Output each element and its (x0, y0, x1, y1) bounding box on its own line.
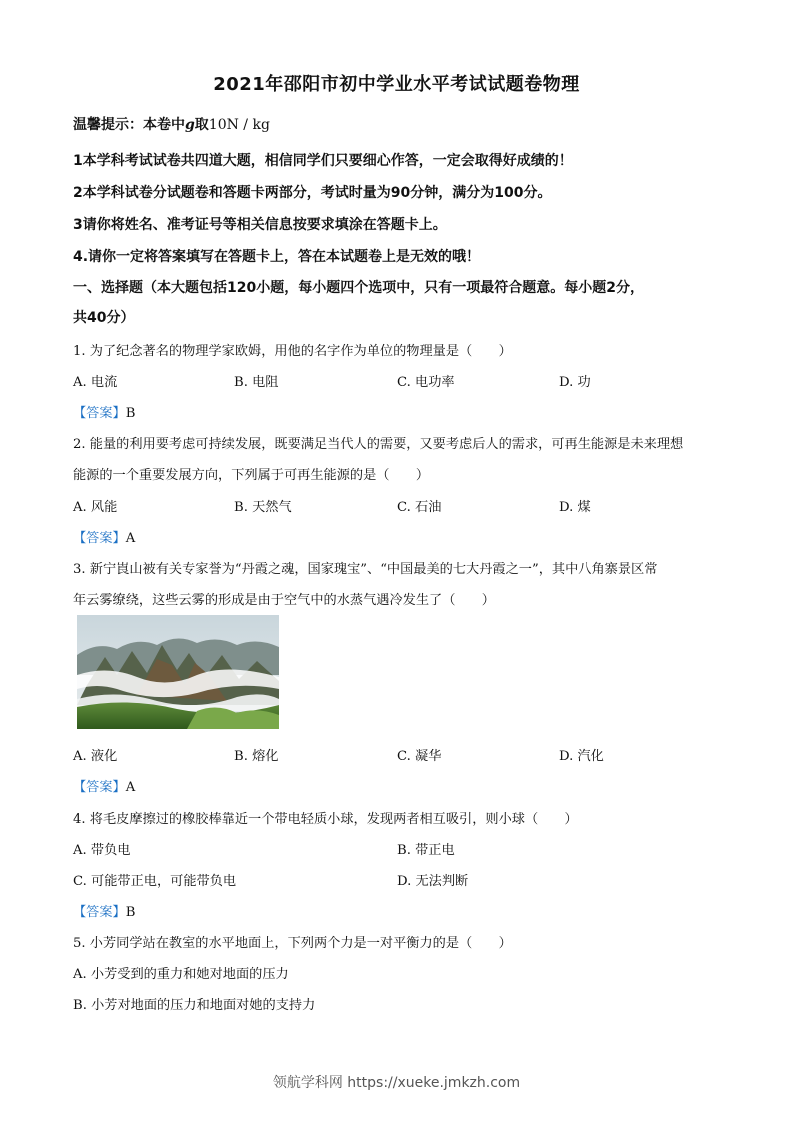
q5-option-a: A. 小芳受到的重力和她对地面的压力 (73, 967, 289, 982)
question-3-stem-line2: 年云雾缭绕，这些云雾的形成是由于空气中的水蒸气遇冷发生了（ ） (73, 593, 495, 608)
q2-option-a: A. 风能 (73, 500, 118, 515)
q3-answer (73, 776, 135, 795)
exam-tip (73, 114, 270, 134)
q1-answer-value: B (125, 406, 136, 421)
section-heading-line1: 一、选择题（本大题包括120小题，每小题四个选项中，只有一项最符合题意。每小题2分， (73, 280, 644, 296)
tip-g-symbol: g (185, 117, 195, 133)
q3-option-d: D. 汽化 (559, 749, 604, 764)
question-2-stem-line1: 2. 能量的利用要考虑可持续发展，既要满足当代人的需要，又要考虑后人的需求，可再生能源是未来理想 (73, 437, 684, 452)
q4-option-b: B. 带正电 (397, 843, 455, 858)
question-4-stem: 4. 将毛皮摩擦过的橡胶棒靠近一个带电轻质小球，发现两者相互吸引，则小球（ ） (73, 812, 578, 827)
question-5-stem: 5. 小芳同学站在教室的水平地面上，下列两个力是一对平衡力的是（ ） (73, 936, 512, 951)
q4-option-c: C. 可能带正电，可能带负电 (73, 874, 237, 889)
tip-unit: 10N / kg (208, 117, 270, 133)
danxia-mountain-photo (77, 615, 279, 729)
q4-option-d: D. 无法判断 (397, 874, 469, 889)
q2-option-b: B. 天然气 (234, 500, 292, 515)
question-1-stem: 1. 为了纪念著名的物理学家欧姆，用他的名字作为单位的物理量是（ ） (73, 344, 512, 359)
q2-answer (73, 527, 135, 546)
q2-option-c: C. 石油 (397, 500, 442, 515)
answer-tag: 【答案】 (73, 531, 126, 546)
tip-mid: 取 (194, 117, 209, 133)
q4-answer-value: B (125, 905, 136, 920)
q5-option-b: B. 小芳对地面的压力和地面对她的支持力 (73, 998, 316, 1013)
answer-tag: 【答案】 (73, 905, 126, 920)
note-1: 1本学科考试试卷共四道大题，相信同学们只要细心作答，一定会取得好成绩的！ (73, 153, 573, 169)
question-2-stem-line2: 能源的一个重要发展方向，下列属于可再生能源的是（ ） (73, 468, 430, 483)
q3-option-a: A. 液化 (73, 749, 118, 764)
q4-answer (73, 901, 135, 920)
note-4: 4.请你一定将答案填写在答题卡上，答在本试题卷上是无效的哦！ (73, 249, 481, 265)
q3-option-b: B. 熔化 (234, 749, 279, 764)
note-2: 2本学科试卷分试题卷和答题卡两部分，考试时量为90分钟，满分为100分。 (73, 185, 552, 201)
answer-tag: 【答案】 (73, 406, 126, 421)
q2-option-d: D. 煤 (559, 500, 591, 515)
question-3-stem-line1: 3. 新宁崀山被有关专家誉为“丹霞之魂，国家瑰宝”、“中国最美的七大丹霞之一”，其中八角寨景区常 (73, 562, 658, 577)
q1-option-b: B. 电阻 (234, 375, 279, 390)
footer-watermark: 领航学科网 https://xueke.jmkzh.com (272, 1075, 521, 1091)
q4-option-a: A. 带负电 (73, 843, 131, 858)
q3-answer-value: A (125, 780, 136, 795)
section-heading-line2: 共40分） (73, 310, 135, 326)
q1-option-a: A. 电流 (73, 375, 118, 390)
note-3: 3请你将姓名、准考证号等相关信息按要求填涂在答题卡上。 (73, 217, 447, 233)
q1-option-c: C. 电功率 (397, 375, 455, 390)
page-title: 2021年邵阳市初中学业水平考试试题卷物理 (213, 74, 580, 95)
answer-tag: 【答案】 (73, 780, 126, 795)
q2-answer-value: A (125, 531, 136, 546)
q1-option-d: D. 功 (559, 375, 591, 390)
q3-option-c: C. 凝华 (397, 749, 442, 764)
tip-prefix: 温馨提示：本卷中 (73, 117, 185, 133)
q1-answer (73, 402, 135, 421)
